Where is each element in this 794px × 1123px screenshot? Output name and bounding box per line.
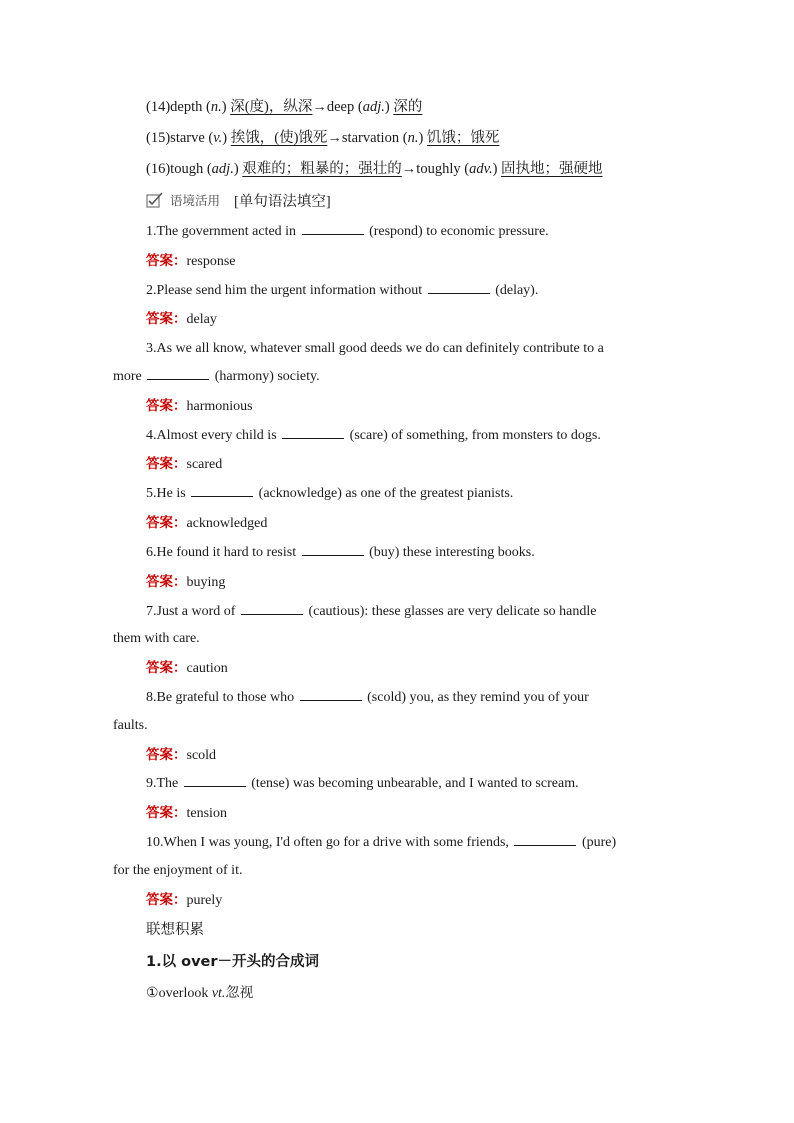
exercise-8 — [146, 688, 794, 708]
exercise-7 — [146, 602, 794, 622]
word-derived-pos: adj. — [362, 99, 385, 115]
exercise-text: 10.When I was young, I'd often go for a drive with some friends, — [146, 835, 509, 850]
word-entry-depth: (14)depth (n.) 深(度)，纵深→deep (adj.) 深的 — [146, 99, 423, 115]
word-meaning: 挨饿，(使)饿死 — [230, 130, 328, 146]
answer-label: 答案： — [146, 456, 187, 472]
word-headword: tough — [170, 161, 204, 177]
answer-blank — [514, 833, 576, 846]
answer-7 — [146, 658, 794, 678]
exercise-text: (delay). — [495, 283, 539, 298]
word-meaning: 艰难的；粗暴的；强壮的 — [242, 161, 402, 177]
exercise-text: (acknowledge) as one of the greatest pianists. — [258, 486, 514, 501]
word-derived-pos: adv. — [469, 161, 493, 177]
exercise-text: (buy) these interesting books. — [369, 545, 535, 560]
word-derived: deep — [326, 99, 355, 115]
word-entry-starve: (15)starve (v.) 挨饿，(使)饿死→starvation (n.) 饥饿；饿死 — [146, 130, 500, 146]
exercise-6 — [146, 543, 794, 563]
answer-10 — [146, 890, 794, 910]
answer-blank — [300, 688, 362, 701]
answer-label: 答案： — [146, 311, 187, 327]
answer-blank — [302, 222, 364, 235]
word-pos: n. — [210, 99, 222, 115]
item-number: ① — [146, 986, 159, 1001]
item-pos: vt. — [211, 986, 226, 1001]
word-derived-meaning: 饥饿；饿死 — [426, 130, 500, 146]
exercise-text: 8.Be grateful to those who — [146, 690, 295, 705]
item-meaning: 忽视 — [225, 985, 254, 1001]
answer-blank — [302, 543, 364, 556]
section-title: [单句语法填空] — [234, 193, 331, 210]
answer-blank — [241, 602, 303, 615]
exercise-text: (cautious): these glasses are very delicate so handle — [308, 604, 597, 619]
answer-5 — [146, 513, 794, 533]
exercise-text: 7.Just a word of — [146, 604, 236, 619]
answer-value: scold — [186, 748, 217, 763]
answer-8 — [146, 745, 794, 765]
word-pos: adj. — [211, 161, 234, 177]
exercise-1 — [146, 222, 794, 242]
exercise-text: (scold) you, as they remind you of your — [367, 690, 589, 705]
item-word: overlook — [158, 986, 209, 1001]
exercise-text: them with care. — [113, 631, 200, 646]
exercise-10-cont — [113, 861, 794, 881]
answer-label: 答案： — [146, 253, 187, 269]
answer-value: caution — [186, 661, 228, 676]
exercise-text: (pure) — [581, 835, 617, 850]
exercise-text: 9.The — [146, 776, 179, 791]
answer-2 — [146, 309, 794, 329]
word-meaning: 深(度)，纵深 — [230, 99, 313, 115]
exercise-9 — [146, 774, 794, 794]
answer-blank — [282, 426, 344, 439]
answer-value: response — [186, 254, 236, 269]
exercise-5 — [146, 484, 794, 504]
assoc-subheading: 1.以 over－开头的合成词 — [146, 954, 320, 970]
exercise-text: 6.He found it hard to resist — [146, 545, 297, 560]
exercise-text: 2.Please send him the urgent information without — [146, 283, 423, 298]
answer-value: purely — [186, 893, 223, 908]
answer-value: delay — [186, 312, 217, 327]
assoc-item-1 — [146, 983, 794, 1003]
answer-blank — [184, 774, 246, 787]
exercise-text: 4.Almost every child is — [146, 428, 277, 443]
exercise-text: (respond) to economic pressure. — [369, 224, 549, 239]
answer-blank — [428, 281, 490, 294]
exercise-3 — [146, 339, 794, 359]
answer-value: harmonious — [186, 399, 253, 414]
checkbox-pencil-icon — [146, 192, 164, 208]
exercise-3-cont — [113, 367, 794, 387]
answer-blank — [191, 484, 253, 497]
exercise-text: more — [113, 369, 142, 384]
word-headword: starve — [170, 130, 205, 146]
answer-blank — [147, 367, 209, 380]
section-tag — [146, 189, 794, 211]
exercise-text: for the enjoyment of it. — [113, 863, 243, 878]
answer-label: 答案： — [146, 515, 187, 531]
exercise-text: (tense) was becoming unbearable, and I wanted to scream. — [251, 776, 579, 791]
word-derived-meaning: 深的 — [393, 99, 423, 115]
word-derived: starvation — [341, 130, 400, 146]
answer-label: 答案： — [146, 747, 187, 763]
answer-value: buying — [186, 575, 226, 590]
exercise-text: 5.He is — [146, 486, 186, 501]
word-derived-meaning: 固执地；强硬地 — [501, 161, 603, 177]
assoc-heading: 联想积累 — [146, 922, 204, 938]
answer-label: 答案： — [146, 398, 187, 414]
word-pos: v. — [213, 130, 223, 146]
word-number: (15) — [146, 130, 171, 146]
answer-value: scared — [186, 457, 223, 472]
answer-value: tension — [186, 806, 227, 821]
answer-3 — [146, 396, 794, 416]
answer-9 — [146, 803, 794, 823]
word-entry-tough: (16)tough (adj.) 艰难的；粗暴的；强壮的→toughly (adv.) 固执地；强硬地 — [146, 161, 603, 177]
word-derived-pos: n. — [407, 130, 419, 146]
word-number: (14) — [146, 99, 171, 115]
exercise-text: (harmony) society. — [214, 369, 320, 384]
answer-label: 答案： — [146, 574, 187, 590]
exercise-text: faults. — [113, 718, 148, 733]
exercise-text: 3.As we all know, whatever small good deeds we do can definitely contribute to a — [146, 341, 604, 356]
answer-1 — [146, 251, 794, 271]
answer-label: 答案： — [146, 660, 187, 676]
word-headword: depth — [170, 99, 203, 115]
exercise-text: 1.The government acted in — [146, 224, 297, 239]
word-derived: toughly — [416, 161, 461, 177]
exercise-text: (scare) of something, from monsters to dogs. — [349, 428, 601, 443]
answer-label: 答案： — [146, 805, 187, 821]
answer-value: acknowledged — [186, 516, 268, 531]
exercise-8-cont — [113, 716, 794, 736]
exercise-2 — [146, 281, 794, 301]
word-number: (16) — [146, 161, 171, 177]
exercise-7-cont — [113, 629, 794, 649]
exercise-10 — [146, 833, 794, 853]
section-tag-label: 语境活用 — [170, 193, 221, 208]
answer-6 — [146, 572, 794, 592]
answer-label: 答案： — [146, 892, 187, 908]
answer-4 — [146, 454, 794, 474]
exercise-4 — [146, 426, 794, 446]
